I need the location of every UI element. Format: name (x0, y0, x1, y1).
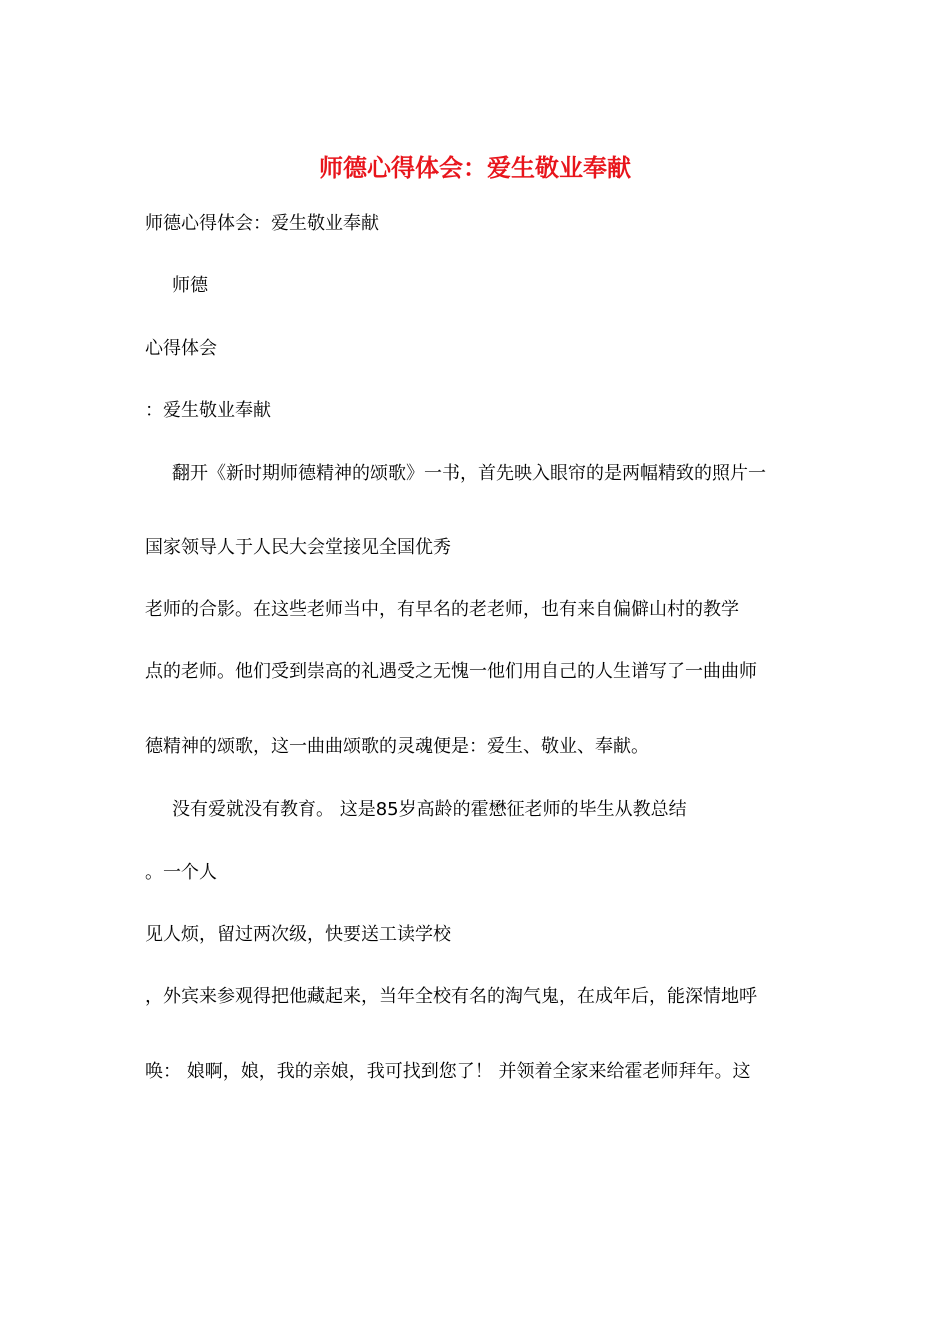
text-line: ：爱生敬业奉献 (145, 400, 271, 421)
text-line: 师德心得体会：爱生敬业奉献 (145, 213, 379, 234)
text-line: 见人烦，留过两次级，快要送工读学校 (145, 924, 451, 945)
text-line: 心得体会 (145, 338, 217, 359)
text-line: 师德 (172, 275, 208, 296)
text-line: 翻开《新时期师德精神的颂歌》一书，首先映入眼帘的是两幅精致的照片一 (172, 463, 766, 484)
text-line: ，外宾来参观得把他藏起来，当年全校有名的淘气鬼，在成年后，能深情地呼 (145, 986, 757, 1007)
text-line: 老师的合影。在这些老师当中，有早名的老老师，也有来自偏僻山村的教学 (145, 599, 739, 620)
text-line: 。一个人 (145, 862, 217, 883)
text-line: 没有爱就没有教育。 这是85岁高龄的霍懋征老师的毕生从教总结 (172, 799, 687, 820)
document-title: 师德心得体会：爱生敬业奉献 (319, 154, 631, 182)
text-line: 点的老师。他们受到崇高的礼遇受之无愧一他们用自己的人生谱写了一曲曲师 (145, 661, 757, 682)
text-line: 唤： 娘啊，娘，我的亲娘，我可找到您了！ 并领着全家来给霍老师拜年。这 (145, 1061, 751, 1082)
text-line: 德精神的颂歌，这一曲曲颂歌的灵魂便是：爱生、敬业、奉献。 (145, 736, 649, 757)
text-line: 国家领导人于人民大会堂接见全国优秀 (145, 537, 451, 558)
